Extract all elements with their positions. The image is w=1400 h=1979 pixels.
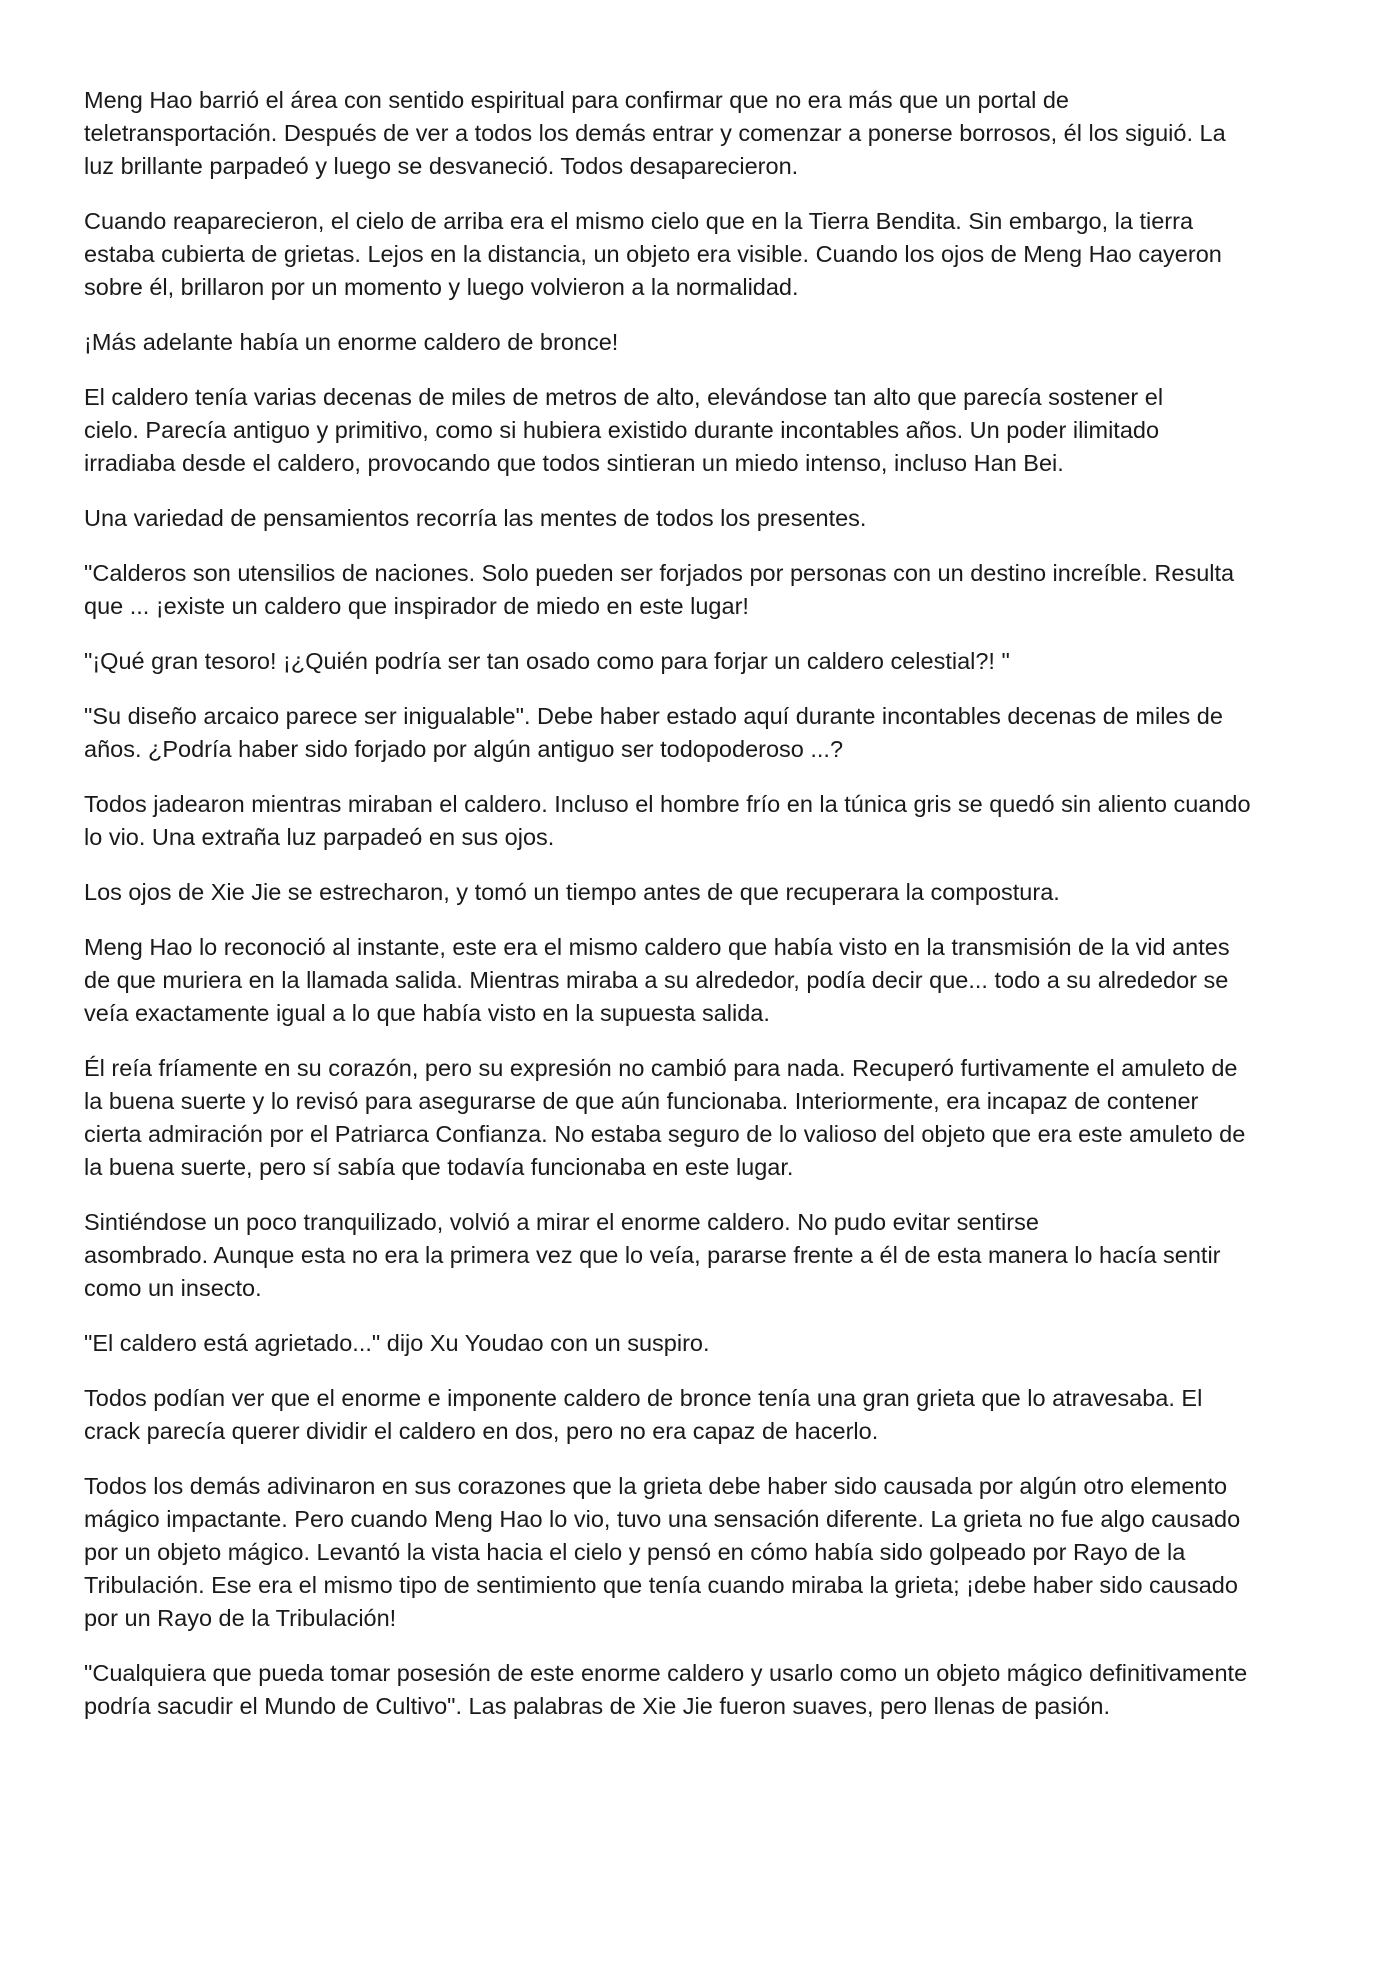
text-line: Él reía fríamente en su corazón, pero su expresión no cambió para nada. Recuperó furtivamente el amuleto de: [84, 1055, 1238, 1081]
text-line: ¡Más adelante había un enorme caldero de bronce!: [84, 329, 619, 355]
paragraph: [84, 381, 1324, 480]
text-line: Meng Hao lo reconoció al instante, este era el mismo caldero que había visto en la transmisión de la vid antes: [84, 934, 1230, 960]
text-line: veía exactamente igual a lo que había visto en la supuesta salida.: [84, 1000, 770, 1026]
text-line: podría sacudir el Mundo de Cultivo". Las palabras de Xie Jie fueron suaves, pero llenas de pasión.: [84, 1693, 1110, 1719]
paragraph: [84, 205, 1324, 304]
text-line: Sintiéndose un poco tranquilizado, volvió a mirar el enorme caldero. No pudo evitar sentirse: [84, 1209, 1039, 1235]
paragraph: [84, 645, 1324, 678]
text-line: sobre él, brillaron por un momento y luego volvieron a la normalidad.: [84, 274, 799, 300]
paragraph: [84, 502, 1324, 535]
text-line: la buena suerte, pero sí sabía que todavía funcionaba en este lugar.: [84, 1154, 794, 1180]
text-line: cierta admiración por el Patriarca Confianza. No estaba seguro de lo valioso del objeto que era este amuleto de: [84, 1121, 1246, 1147]
text-line: asombrado. Aunque esta no era la primera vez que lo veía, pararse frente a él de esta manera lo hacía sentir: [84, 1242, 1221, 1268]
text-line: Todos podían ver que el enorme e imponente caldero de bronce tenía una gran grieta que lo atravesaba. El: [84, 1385, 1203, 1411]
text-line: por un objeto mágico. Levantó la vista hacia el cielo y pensó en cómo había sido golpeado por Rayo de la: [84, 1539, 1186, 1565]
paragraph: [84, 557, 1324, 623]
text-line: "Cualquiera que pueda tomar posesión de este enorme caldero y usarlo como un objeto mágico definitivamente: [84, 1660, 1248, 1686]
paragraph: [84, 788, 1324, 854]
text-line: "Calderos son utensilios de naciones. Solo pueden ser forjados por personas con un destino increíble. Resulta: [84, 560, 1235, 586]
paragraph: [84, 1382, 1324, 1448]
paragraph: [84, 1206, 1324, 1305]
text-line: la buena suerte y lo revisó para asegurarse de que aún funcionaba. Interiormente, era incapaz de contener: [84, 1088, 1199, 1114]
text-line: irradiaba desde el caldero, provocando que todos sintieran un miedo intenso, incluso Han Bei.: [84, 450, 1064, 476]
text-line: como un insecto.: [84, 1275, 262, 1301]
text-line: lo vio. Una extraña luz parpadeó en sus ojos.: [84, 824, 555, 850]
paragraph: [84, 876, 1324, 909]
paragraph: [84, 700, 1324, 766]
paragraph: [84, 84, 1324, 183]
text-line: años. ¿Podría haber sido forjado por algún antiguo ser todopoderoso ...?: [84, 736, 844, 762]
text-line: cielo. Parecía antiguo y primitivo, como si hubiera existido durante incontables años. Un poder ilimitado: [84, 417, 1160, 443]
document-body: [84, 84, 1324, 1723]
text-line: que ... ¡existe un caldero que inspirador de miedo en este lugar!: [84, 593, 749, 619]
paragraph: [84, 931, 1324, 1030]
text-line: Una variedad de pensamientos recorría las mentes de todos los presentes.: [84, 505, 867, 531]
text-line: crack parecía querer dividir el caldero en dos, pero no era capaz de hacerlo.: [84, 1418, 879, 1444]
text-line: El caldero tenía varias decenas de miles de metros de alto, elevándose tan alto que parecía sostener el: [84, 384, 1164, 410]
text-line: "¡Qué gran tesoro! ¡¿Quién podría ser tan osado como para forjar un caldero celestial?! ": [84, 648, 1010, 674]
text-line: "El caldero está agrietado..." dijo Xu Youdao con un suspiro.: [84, 1330, 710, 1356]
text-line: Los ojos de Xie Jie se estrecharon, y tomó un tiempo antes de que recuperara la compostura.: [84, 879, 1060, 905]
text-line: teletransportación. Después de ver a todos los demás entrar y comenzar a ponerse borrosos, él los siguió. La: [84, 120, 1226, 146]
document-page: [84, 84, 1324, 1745]
paragraph: [84, 1052, 1324, 1184]
text-line: de que muriera en la llamada salida. Mientras miraba a su alrededor, podía decir que... todo a su alrededor se: [84, 967, 1229, 993]
paragraph: [84, 1327, 1324, 1360]
paragraph: [84, 1470, 1324, 1635]
text-line: Tribulación. Ese era el mismo tipo de sentimiento que tenía cuando miraba la grieta; ¡debe haber sido causado: [84, 1572, 1238, 1598]
text-line: estaba cubierta de grietas. Lejos en la distancia, un objeto era visible. Cuando los ojos de Meng Hao cayeron: [84, 241, 1222, 267]
text-line: "Su diseño arcaico parece ser inigualable". Debe haber estado aquí durante incontables decenas de miles de: [84, 703, 1223, 729]
text-line: Todos jadearon mientras miraban el caldero. Incluso el hombre frío en la túnica gris se quedó sin aliento cuando: [84, 791, 1251, 817]
text-line: por un Rayo de la Tribulación!: [84, 1605, 397, 1631]
text-line: luz brillante parpadeó y luego se desvaneció. Todos desaparecieron.: [84, 153, 799, 179]
text-line: Cuando reaparecieron, el cielo de arriba era el mismo cielo que en la Tierra Bendita. Sin embargo, la tierra: [84, 208, 1194, 234]
text-line: Todos los demás adivinaron en sus corazones que la grieta debe haber sido causada por algún otro elemento: [84, 1473, 1228, 1499]
text-line: mágico impactante. Pero cuando Meng Hao lo vio, tuvo una sensación diferente. La grieta no fue algo causado: [84, 1506, 1241, 1532]
paragraph: [84, 1657, 1324, 1723]
paragraph: [84, 326, 1324, 359]
text-line: Meng Hao barrió el área con sentido espiritual para confirmar que no era más que un portal de: [84, 87, 1069, 113]
